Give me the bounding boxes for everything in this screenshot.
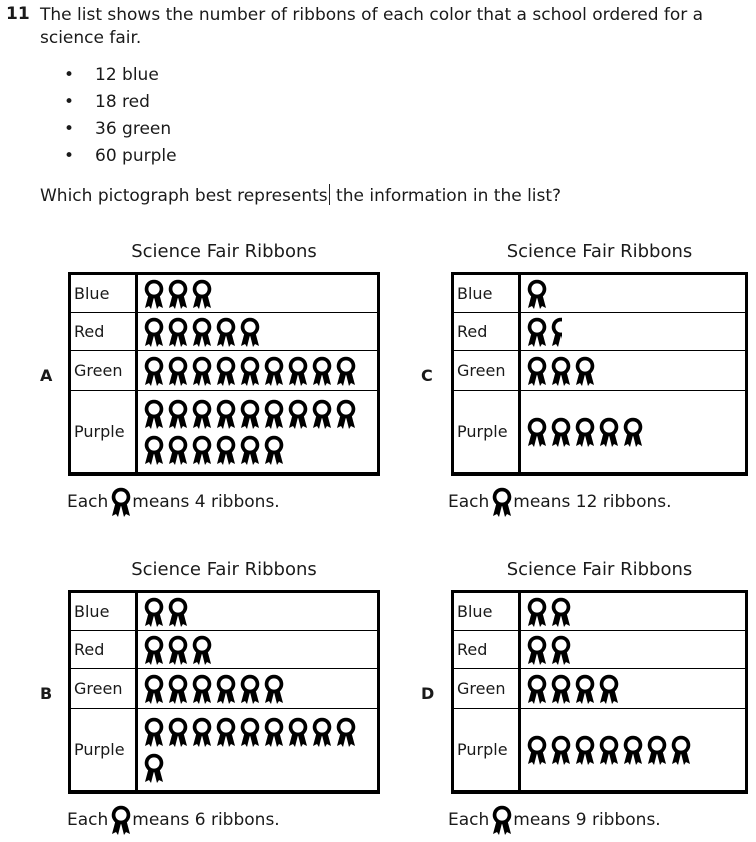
ribbon-icon	[574, 417, 596, 447]
row-label: Blue	[74, 284, 110, 303]
ribbon-icon-line	[143, 674, 285, 704]
list-item: • 18 red	[64, 91, 177, 118]
ribbon-icon-line	[143, 317, 261, 347]
list-item: • 36 green	[64, 118, 177, 145]
ribbon-icon	[167, 597, 189, 627]
ribbon-icon	[263, 674, 285, 704]
ribbon-icon	[143, 597, 165, 627]
ribbon-icon	[239, 317, 261, 347]
ribbon-icons	[526, 674, 620, 704]
ribbon-icon	[550, 597, 572, 627]
ribbon-icon	[526, 674, 548, 704]
ribbon-icon	[143, 674, 165, 704]
ribbon-icon	[167, 635, 189, 665]
ribbon-icons	[143, 399, 357, 465]
chart-title: Science Fair Ribbons	[506, 241, 693, 262]
pictograph-row-green	[71, 669, 377, 709]
row-label: Purple	[74, 422, 125, 441]
ribbon-icon	[598, 674, 620, 704]
pictograph-row-purple	[71, 391, 377, 473]
ribbon-icon	[167, 717, 189, 747]
ribbon-icon	[622, 735, 644, 765]
option-letter-c[interactable]: C	[421, 366, 433, 385]
ribbon-icon	[335, 399, 357, 429]
pictograph-table	[451, 590, 748, 794]
ribbon-icon	[287, 356, 309, 386]
ribbon-icon	[287, 399, 309, 429]
row-label: Green	[74, 361, 123, 380]
pictograph-row-red	[71, 313, 377, 351]
ribbon-icon	[239, 717, 261, 747]
ribbon-icon	[167, 435, 189, 465]
ribbon-icon	[239, 399, 261, 429]
prompt-text-before: Which pictograph best represents	[40, 186, 328, 206]
row-label: Red	[457, 640, 488, 659]
option-letter-d[interactable]: D	[421, 684, 435, 703]
chart-title: Science Fair Ribbons	[131, 559, 317, 580]
ribbon-icon	[191, 356, 213, 386]
ribbon-icon	[167, 279, 189, 309]
pictograph-table	[68, 272, 380, 476]
ribbon-icon-line	[526, 635, 572, 665]
ribbon-icon	[143, 279, 165, 309]
ribbon-icon	[526, 597, 548, 627]
row-label: Blue	[457, 284, 493, 303]
ribbon-icon	[622, 417, 644, 447]
ribbon-icon	[526, 417, 548, 447]
ribbon-icon	[110, 805, 130, 835]
ribbon-icon	[143, 399, 165, 429]
ribbon-icon-line	[526, 674, 620, 704]
ribbon-icon	[143, 317, 165, 347]
row-label: Green	[457, 361, 506, 380]
ribbon-icon	[215, 717, 237, 747]
ribbon-icon-line	[526, 279, 548, 309]
ribbon-icons	[143, 674, 285, 704]
ribbon-icons	[526, 417, 644, 447]
ribbon-icon-line	[143, 435, 357, 465]
pictograph-row-blue	[71, 275, 377, 313]
pictograph-row-purple	[454, 391, 745, 473]
pictograph-table	[68, 590, 380, 794]
ribbon-icon-line	[526, 356, 596, 386]
column-divider	[518, 275, 521, 473]
ribbon-icon	[526, 635, 548, 665]
row-label: Red	[74, 640, 105, 659]
ribbon-icons	[526, 279, 548, 309]
pictograph-row-green	[454, 669, 745, 709]
ribbon-icon	[215, 435, 237, 465]
ribbon-icon	[550, 356, 572, 386]
ribbon-icon-line	[526, 417, 644, 447]
ribbon-icon	[167, 399, 189, 429]
ribbon-icon	[574, 674, 596, 704]
ribbon-icon	[167, 317, 189, 347]
ribbon-icon	[191, 717, 213, 747]
key-option-a	[67, 487, 280, 517]
pictograph-row-blue	[71, 593, 377, 631]
text-cursor	[329, 184, 330, 205]
ribbon-icon	[646, 735, 668, 765]
ribbon-icon	[263, 717, 285, 747]
row-label: Blue	[74, 602, 110, 621]
key-means-text: means 6 ribbons.	[132, 810, 280, 830]
pictograph-row-blue	[454, 275, 745, 313]
key-option-b	[67, 805, 280, 835]
ribbon-icon	[263, 356, 285, 386]
ribbon-icon	[191, 399, 213, 429]
key-means-text: means 4 ribbons.	[132, 492, 280, 512]
column-divider	[135, 275, 138, 473]
ribbon-icon-line	[143, 753, 357, 783]
ribbon-icon	[335, 717, 357, 747]
pictograph-row-red	[454, 631, 745, 669]
ribbon-icon	[143, 435, 165, 465]
ribbon-icon	[191, 674, 213, 704]
key-each-text: Each	[67, 810, 109, 830]
row-label: Red	[457, 322, 488, 341]
column-divider	[135, 593, 138, 791]
key-means-text: means 9 ribbons.	[513, 810, 661, 830]
ribbon-icon-line	[143, 635, 213, 665]
row-label: Green	[457, 679, 506, 698]
ribbon-icons	[526, 635, 572, 665]
question-number: 11	[6, 4, 30, 24]
ribbon-icon-line	[143, 279, 213, 309]
key-each-text: Each	[67, 492, 109, 512]
ribbon-icons	[143, 317, 261, 347]
ribbon-icons	[526, 735, 692, 765]
ribbon-icons	[526, 317, 562, 347]
pictograph-row-red	[454, 313, 745, 351]
key-option-d	[448, 805, 661, 835]
ribbon-icon-line	[526, 735, 692, 765]
ribbon-icon	[263, 399, 285, 429]
ribbon-icon	[311, 717, 333, 747]
ribbon-icons	[143, 635, 213, 665]
ribbon-icons	[526, 597, 572, 627]
ribbon-icon	[191, 635, 213, 665]
list-item: • 60 purple	[64, 145, 177, 172]
ribbon-icon	[143, 753, 165, 783]
ribbon-icon	[191, 279, 213, 309]
ribbon-icon-line	[526, 317, 562, 347]
ribbon-icon	[215, 399, 237, 429]
ribbon-icon	[287, 717, 309, 747]
ribbon-icon	[491, 487, 511, 517]
ribbon-icon	[550, 735, 572, 765]
ribbon-icon	[550, 417, 572, 447]
ribbon-icons	[143, 717, 357, 783]
row-label: Purple	[457, 740, 508, 759]
ribbon-icon	[215, 674, 237, 704]
ribbon-icon	[598, 735, 620, 765]
prompt-text-after: the information in the list?	[330, 186, 562, 206]
ribbon-icon-line	[143, 399, 357, 429]
ribbon-list	[64, 64, 177, 172]
ribbon-icon	[239, 435, 261, 465]
ribbon-icon	[550, 635, 572, 665]
ribbon-icon	[526, 735, 548, 765]
list-item: • 12 blue	[64, 64, 177, 91]
row-label: Purple	[457, 422, 508, 441]
ribbon-icon	[550, 674, 572, 704]
pictograph-row-green	[71, 351, 377, 391]
ribbon-icon	[311, 399, 333, 429]
row-label: Green	[74, 679, 123, 698]
row-label: Blue	[457, 602, 493, 621]
ribbon-icon	[191, 317, 213, 347]
ribbon-icon	[110, 487, 130, 517]
pictograph-table	[451, 272, 748, 476]
ribbon-icon-line	[143, 597, 189, 627]
ribbon-icon-line	[526, 597, 572, 627]
ribbon-icons	[526, 356, 596, 386]
key-option-c	[448, 487, 672, 517]
key-means-text: means 12 ribbons.	[513, 492, 672, 512]
ribbon-icon	[311, 356, 333, 386]
ribbon-icon	[239, 674, 261, 704]
question-prompt	[40, 184, 561, 208]
ribbon-icon	[143, 356, 165, 386]
ribbon-icon	[526, 356, 548, 386]
row-label: Purple	[74, 740, 125, 759]
ribbon-icon	[167, 674, 189, 704]
ribbon-icon	[491, 805, 511, 835]
option-letter-b[interactable]: B	[40, 684, 53, 703]
pictograph-row-purple	[71, 709, 377, 791]
pictograph-row-purple	[454, 709, 745, 791]
ribbon-icon	[670, 735, 692, 765]
ribbon-icon	[335, 356, 357, 386]
half-ribbon-icon	[550, 317, 562, 347]
ribbon-icons	[143, 279, 213, 309]
ribbon-icon	[574, 735, 596, 765]
ribbon-icon	[263, 435, 285, 465]
key-each-text: Each	[448, 492, 490, 512]
ribbon-icon	[143, 635, 165, 665]
pictograph-row-red	[71, 631, 377, 669]
row-label: Red	[74, 322, 105, 341]
key-each-text: Each	[448, 810, 490, 830]
question-text: The list shows the number of ribbons of each color that a school ordered for a science fair.	[40, 5, 704, 48]
ribbon-icons	[143, 597, 189, 627]
ribbon-icon	[215, 356, 237, 386]
ribbon-icon-line	[143, 717, 357, 747]
ribbon-icon	[191, 435, 213, 465]
chart-title: Science Fair Ribbons	[131, 241, 317, 262]
ribbon-icon	[167, 356, 189, 386]
ribbon-icon	[526, 317, 548, 347]
ribbon-icon	[143, 717, 165, 747]
ribbon-icon	[526, 279, 548, 309]
pictograph-row-green	[454, 351, 745, 391]
ribbon-icon	[215, 317, 237, 347]
ribbon-icon	[574, 356, 596, 386]
column-divider	[518, 593, 521, 791]
chart-title: Science Fair Ribbons	[506, 559, 693, 580]
ribbon-icon-line	[143, 356, 357, 386]
pictograph-row-blue	[454, 593, 745, 631]
ribbon-icon	[598, 417, 620, 447]
ribbon-icon	[239, 356, 261, 386]
ribbon-icons	[143, 356, 357, 386]
option-letter-a[interactable]: A	[40, 366, 53, 385]
